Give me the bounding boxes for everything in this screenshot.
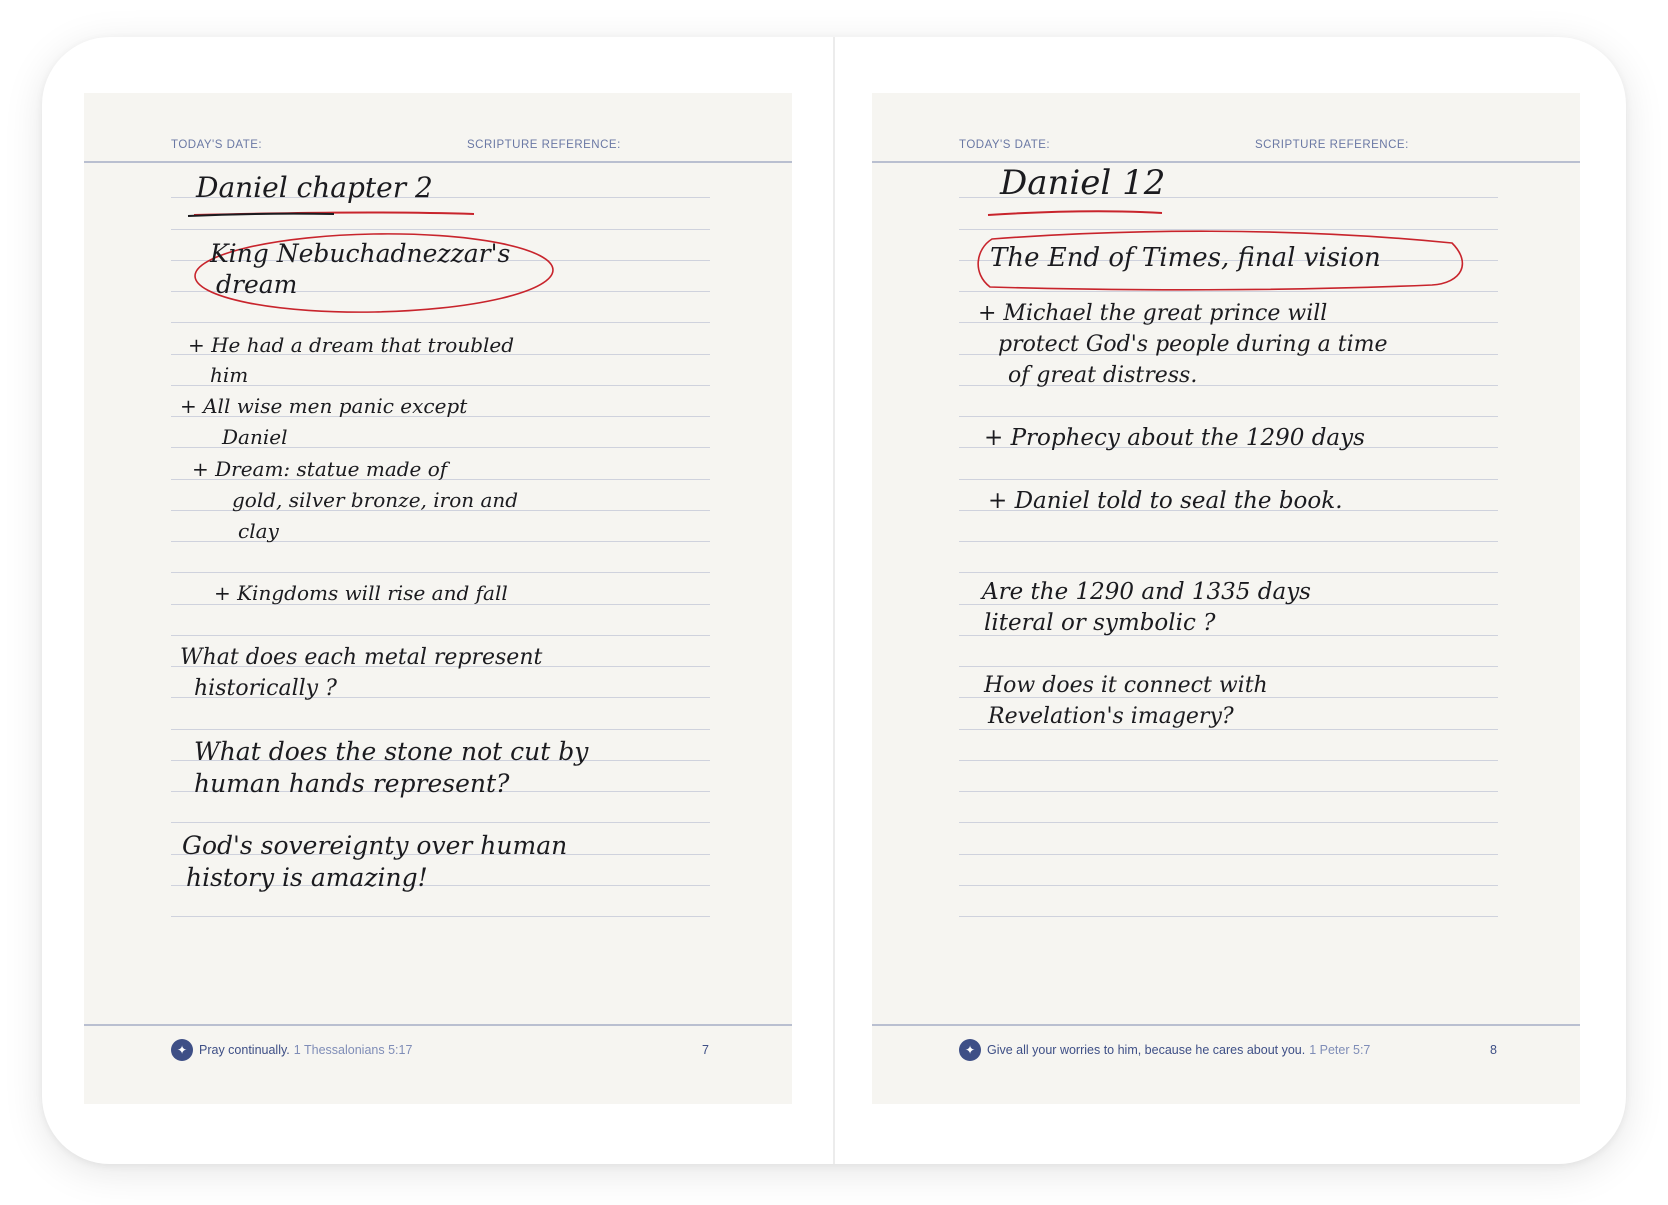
ruled-line (959, 916, 1498, 917)
footer-divider (84, 1024, 792, 1026)
ruled-line (959, 822, 1498, 823)
note-line: protect God's people during a time (998, 332, 1388, 357)
note-subtitle-line-1: King Nebuchadnezzar's (210, 239, 511, 268)
ruled-line (959, 229, 1498, 230)
note-line: + All wise men panic except (180, 394, 468, 418)
scripture-reference-label: SCRIPTURE REFERENCE: (467, 139, 621, 151)
verse-reference: 1 Peter 5:7 (1309, 1043, 1371, 1057)
notebook-page-left[interactable] (84, 93, 792, 1104)
todays-date-label: TODAY'S DATE: (171, 139, 263, 151)
ruled-line (959, 854, 1498, 855)
ruled-line (959, 572, 1498, 573)
ruled-line (171, 572, 710, 573)
ruled-line (171, 635, 710, 636)
ruled-line (171, 385, 710, 386)
verse-text: Pray continually. (199, 1043, 290, 1057)
note-line: God's sovereignty over human (182, 831, 568, 860)
book-spine (833, 37, 835, 1164)
note-line: historically ? (194, 676, 337, 701)
scripture-reference-label: SCRIPTURE REFERENCE: (1255, 139, 1409, 151)
note-line: human hands represent? (194, 769, 510, 798)
note-line: + Dream: statue made of (192, 457, 448, 481)
ruled-line (959, 729, 1498, 730)
note-line: Revelation's imagery? (988, 704, 1234, 729)
ruled-line (959, 791, 1498, 792)
page-number: 8 (1490, 1043, 1497, 1057)
ruled-line (171, 729, 710, 730)
ruled-line (171, 916, 710, 917)
note-line: history is amazing! (186, 863, 428, 892)
note-line: of great distress. (1008, 363, 1198, 388)
ruled-line (171, 822, 710, 823)
note-line: + Daniel told to seal the book. (988, 488, 1343, 514)
note-subtitle-line-2: dream (216, 270, 298, 299)
note-line: clay (238, 519, 279, 543)
page-number: 7 (702, 1043, 709, 1057)
ruled-line (171, 322, 710, 323)
note-line: gold, silver bronze, iron and (232, 488, 519, 512)
ruled-line (959, 885, 1498, 886)
verse-text: Give all your worries to him, because he cares about you. (987, 1043, 1306, 1057)
note-line: How does it connect with (984, 673, 1268, 698)
header-divider (872, 161, 1580, 163)
footer-verse (171, 1039, 412, 1061)
praying-hands-icon: ✦ (171, 1039, 193, 1061)
notebook-page-right[interactable] (872, 93, 1580, 1104)
ruled-line (959, 666, 1498, 667)
praying-hands-icon: ✦ (959, 1039, 981, 1061)
note-line: What does the stone not cut by (194, 737, 589, 766)
note-line: + Michael the great prince will (978, 301, 1328, 326)
note-line: + Prophecy about the 1290 days (984, 425, 1365, 451)
footer-verse (959, 1039, 1370, 1061)
ruled-line (959, 479, 1498, 480)
ruled-line (959, 416, 1498, 417)
note-subtitle-line-1: The End of Times, final vision (990, 243, 1381, 273)
note-line: literal or symbolic ? (984, 610, 1216, 636)
header-divider (84, 161, 792, 163)
footer-divider (872, 1024, 1580, 1026)
note-line: + Kingdoms will rise and fall (214, 581, 508, 605)
todays-date-label: TODAY'S DATE: (959, 139, 1051, 151)
note-line: him (210, 363, 249, 387)
ruled-line (959, 760, 1498, 761)
note-line: + He had a dream that troubled (188, 333, 515, 357)
note-line: What does each metal represent (180, 645, 543, 670)
ruled-line (171, 229, 710, 230)
note-line: Daniel (222, 425, 288, 449)
note-title: Daniel 12 (1000, 163, 1166, 203)
ruled-line (959, 541, 1498, 542)
verse-reference: 1 Thessalonians 5:17 (293, 1043, 413, 1057)
ruled-line (959, 291, 1498, 292)
note-line: Are the 1290 and 1335 days (982, 579, 1311, 605)
note-title: Daniel chapter 2 (196, 171, 433, 204)
